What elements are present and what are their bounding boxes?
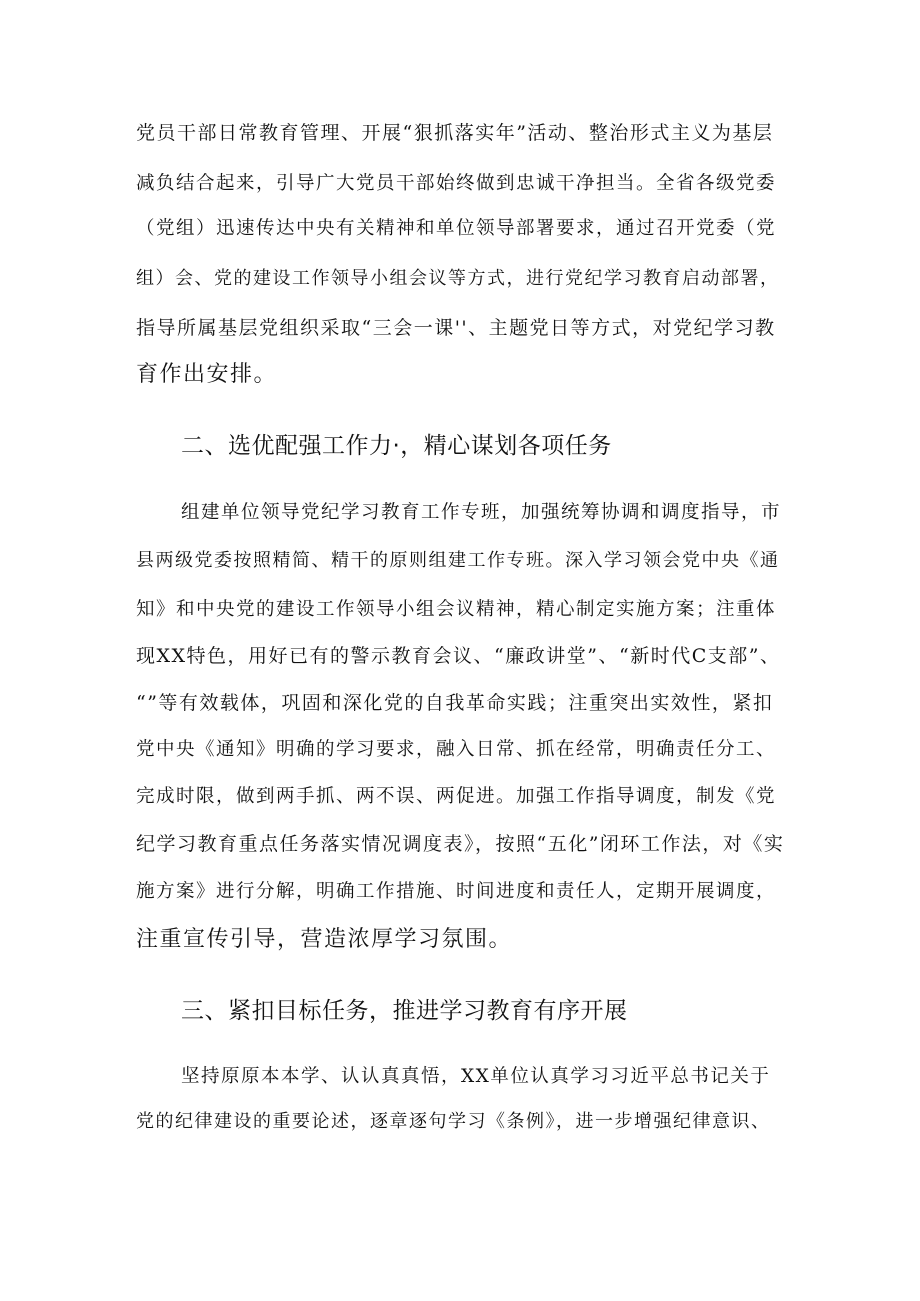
paragraph-line: 减负结合起来，引导广大党员干部始终做到忠诚干净担当。全省各级党委 [136, 173, 777, 194]
paragraph-line: 现XX特色，用好已有的警示教育会议、“廉政讲堂”、“新时代C支部”、 [136, 645, 781, 667]
paragraph-line: 党中央《通知》明确的学习要求，融入日常、抓在经常，明确责任分工、 [136, 739, 777, 760]
paragraph-line: 完成时限，做到两手抓、两不误、两促进。加强工作指导调度，制发《党 [136, 786, 777, 807]
paragraph-line: 指导所属基层党组织采取“三会一课''、主题党日等方式，对党纪学习教 [136, 317, 776, 339]
paragraph-line: 组建单位领导党纪学习教育工作专班，加强统筹协调和调度指导，市 [181, 502, 782, 523]
paragraph-line: （党组）迅速传达中央有关精神和单位领导部署要求，通过召开党委（党 [136, 218, 777, 239]
paragraph-line: 施方案》进行分解，明确工作措施、时间进度和责任人，定期开展调度， [136, 881, 777, 902]
paragraph-line: 纪学习教育重点任务落实情况调度表》，按照“五化”闭环工作法，对《实 [136, 833, 785, 855]
paragraph-line: 坚持原原本本学、认认真真悟，XX单位认真学习习近平总书记关于 [181, 1066, 771, 1087]
section-heading-2: 二、选优配强工作力·，精心谋划各项任务 [181, 433, 612, 459]
paragraph-line: 知》和中央党的建设工作领导小组会议精神，精心制定实施方案；注重体 [136, 599, 777, 620]
paragraph-line: 党的纪律建设的重要论述，逐章逐句学习《条例》，进一步增强纪律意识、 [136, 1111, 771, 1132]
section-heading-3: 三、紧扣目标任务，推进学习教育有序开展 [181, 998, 628, 1024]
paragraph-line: 党员干部日常教育管理、开展“狠抓落实年”活动、整治形式主义为基层 [136, 122, 774, 144]
paragraph-line: 注重宣传引导，营造浓厚学习氛围。 [136, 927, 513, 952]
paragraph-line: 县两级党委按照精简、精干的原则组建工作专班。深入学习领会党中央《通 [136, 550, 780, 571]
paragraph-line: “”等有效载体，巩固和深化党的自我革命实践；注重突出实效性，紧扣 [136, 692, 774, 714]
paragraph-line: 组）会、党的建设工作领导小组会议等方式，进行党纪学习教育启动部署， [136, 268, 780, 289]
paragraph-line: 育作出安排。 [136, 362, 278, 387]
